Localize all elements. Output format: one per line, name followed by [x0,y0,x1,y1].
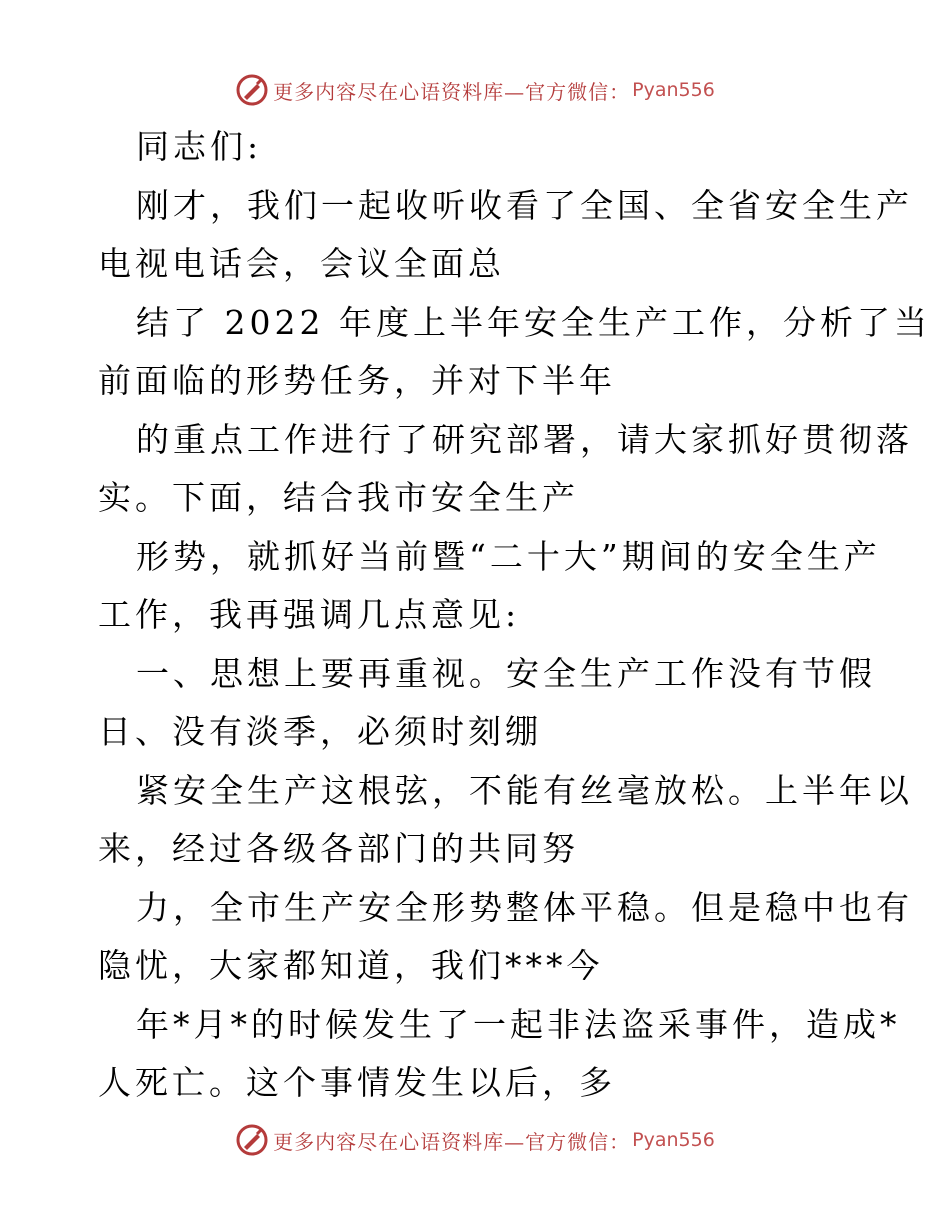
watermark-text: 更多内容尽在心语资料库—官方微信： [273,1129,631,1154]
text-line: 人死亡。这个事情发生以后，多 [98,1063,616,1102]
watermark-text: 更多内容尽在心语资料库—官方微信： [273,79,631,104]
text-line: 实。下面，结合我市安全生产 [98,478,579,517]
text-line: 刚才，我们一起收听收看了全国、全省安全生产 [136,185,913,225]
text-line: 隐忧，大家都知道，我们***今 [98,946,604,985]
watermark-header [0,70,950,110]
watermark-id: Pyan556 [632,1129,715,1151]
text-line: 来，经过各级各部门的共同努 [98,829,579,868]
text-line: 的重点工作进行了研究部署，请大家抓好贯彻落 [136,419,913,459]
watermark-id: Pyan556 [632,79,715,101]
pen-logo-icon [235,1123,269,1157]
text-line: 年*月*的时候发生了一起非法盗采事件，造成* [136,1004,901,1044]
watermark-footer [0,1120,950,1160]
body-text [98,118,931,1113]
text-line: 电视电话会，会议全面总 [98,244,505,283]
text-line: 力，全市生产安全形势整体平稳。但是稳中也有 [136,887,913,927]
text-line: 工作，我再强调几点意见: [98,595,521,634]
text-line: 前面临的形势任务，并对下半年 [98,361,616,400]
text-line: 一、思想上要再重视。安全生产工作没有节假 [136,653,876,693]
text-line: 紧安全生产这根弦，不能有丝毫放松。上半年以 [136,770,913,810]
pen-logo-icon [235,73,269,107]
text-line: 日、没有淡季，必须时刻绷 [98,712,542,751]
text-line: 形势，就抓好当前暨“二十大”期间的安全生产 [136,536,881,576]
text-line: 同志们: [136,127,263,166]
text-line: 结了 2022 年度上半年安全生产工作，分析了当 [136,302,931,342]
